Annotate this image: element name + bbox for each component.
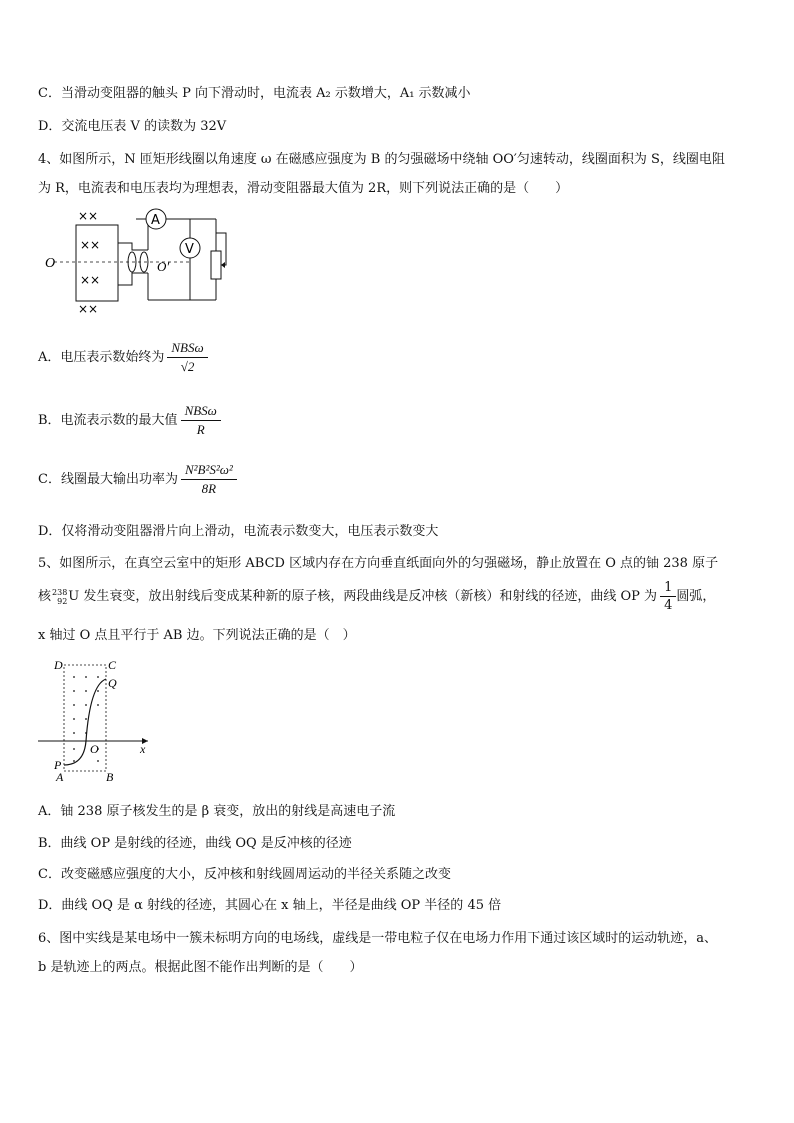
q4-option-a: [38, 340, 208, 375]
q5-stem-line1: 5、如图所示，在真空云室中的矩形 ABCD 区域内存在方向垂直纸面向外的匀强磁场，静止放置在 O 点的铀 238 原子: [38, 556, 719, 571]
q5-label-b: B: [106, 770, 114, 784]
q4-label-o-prime: O′: [157, 259, 170, 274]
q5-option-a: A．铀 238 原子核发生的是 β 衰变，放出的射线是高速电子流: [38, 804, 396, 819]
cross-row-3: ××: [80, 273, 101, 287]
q4-circuit-diagram: [40, 205, 240, 320]
q4-option-c: [38, 462, 237, 497]
q4-option-a-denominator: √2: [180, 359, 195, 374]
q4-option-c-text: C．线圈最大输出功率为: [38, 472, 178, 487]
q5-fraction-numerator: 1: [660, 580, 676, 597]
q5-mass-number: 238: [52, 587, 68, 597]
q5-cloud-chamber-diagram: [36, 655, 156, 785]
q5-fraction-denominator: 4: [664, 598, 673, 613]
rheostat-symbol: [211, 251, 221, 279]
q5-option-c: C．改变磁感应强度的大小，反冲核和射线圆周运动的半径关系随之改变: [38, 867, 451, 882]
q6-stem-line2: b 是轨迹上的两点。根据此图不能作出判断的是（ ）: [38, 960, 363, 975]
q5-stem-line2: [38, 580, 715, 613]
q5-label-o: O: [90, 742, 99, 756]
q6-stem-line1: 6、图中实线是某电场中一簇未标明方向的电场线，虚线是一带电粒子仅在电场力作用下通过该区域时的运动轨迹，a、: [38, 931, 718, 946]
q4-option-c-denominator: 8R: [201, 481, 217, 496]
q5-stem-line3: x 轴过 O 点且平行于 AB 边。下列说法正确的是（ ）: [38, 628, 356, 643]
q5-label-c: C: [108, 658, 117, 672]
q4-option-c-numerator: N²B²S²ω²: [181, 462, 237, 480]
q5-label-d: D: [54, 658, 63, 672]
q5-stem-text-b: U 发生衰变，放出射线后变成某种新的原子核，两段曲线是反冲核（新核）和射线的径迹，曲线 OP 为: [68, 589, 658, 604]
q4-option-b-denominator: R: [196, 422, 205, 437]
q3-option-d: D．交流电压表 V 的读数为 32V: [38, 119, 227, 134]
q4-option-a-text: A．电压表示数始终为: [38, 350, 165, 365]
cross-row-2: ××: [80, 238, 101, 252]
q4-option-b-text: B．电流表示数的最大值: [38, 413, 178, 428]
q5-label-a: A: [56, 770, 64, 784]
q5-label-q: Q: [108, 676, 117, 690]
q4-option-d: D．仅将滑动变阻器滑片向上滑动，电流表示数变大，电压表示数变大: [38, 524, 439, 539]
q5-label-x: x: [140, 742, 146, 756]
q4-label-o: O: [45, 256, 56, 271]
q5-label-p: P: [54, 758, 62, 772]
q3-option-c: C．当滑动变阻器的触头 P 向下滑动时，电流表 A₂ 示数增大，A₁ 示数减小: [38, 86, 471, 101]
q5-isotope-numbers: [52, 588, 67, 606]
q4-stem-line1: 4、如图所示，N 匝矩形线圈以角速度 ω 在磁感应强度为 B 的匀强磁场中绕轴 OO′匀速转动，线圈面积为 S，线圈电阻: [38, 152, 725, 167]
cross-row-4: ××: [78, 302, 99, 316]
q5-stem-text-c: 圆弧，: [676, 589, 716, 604]
ammeter-label: A: [151, 213, 160, 228]
q4-option-b: [38, 403, 221, 438]
q5-option-b: B．曲线 OP 是射线的径迹，曲线 OQ 是反冲核的径迹: [38, 836, 352, 851]
q5-atomic-number: 92: [57, 596, 68, 606]
q4-stem-line2: 为 R，电流表和电压表均为理想表，滑动变阻器最大值为 2R，则下列说法正确的是（ ）: [38, 181, 569, 196]
q4-option-a-numerator: NBSω: [167, 340, 207, 358]
q4-option-b-numerator: NBSω: [181, 403, 221, 421]
q5-option-d: D．曲线 OQ 是 α 射线的径迹，其圆心在 x 轴上，半径是曲线 OP 半径的 45 倍: [38, 898, 502, 913]
cross-row-1: ××: [78, 209, 99, 223]
q5-stem-text-a: 核: [38, 589, 52, 604]
voltmeter-label: V: [185, 242, 194, 257]
